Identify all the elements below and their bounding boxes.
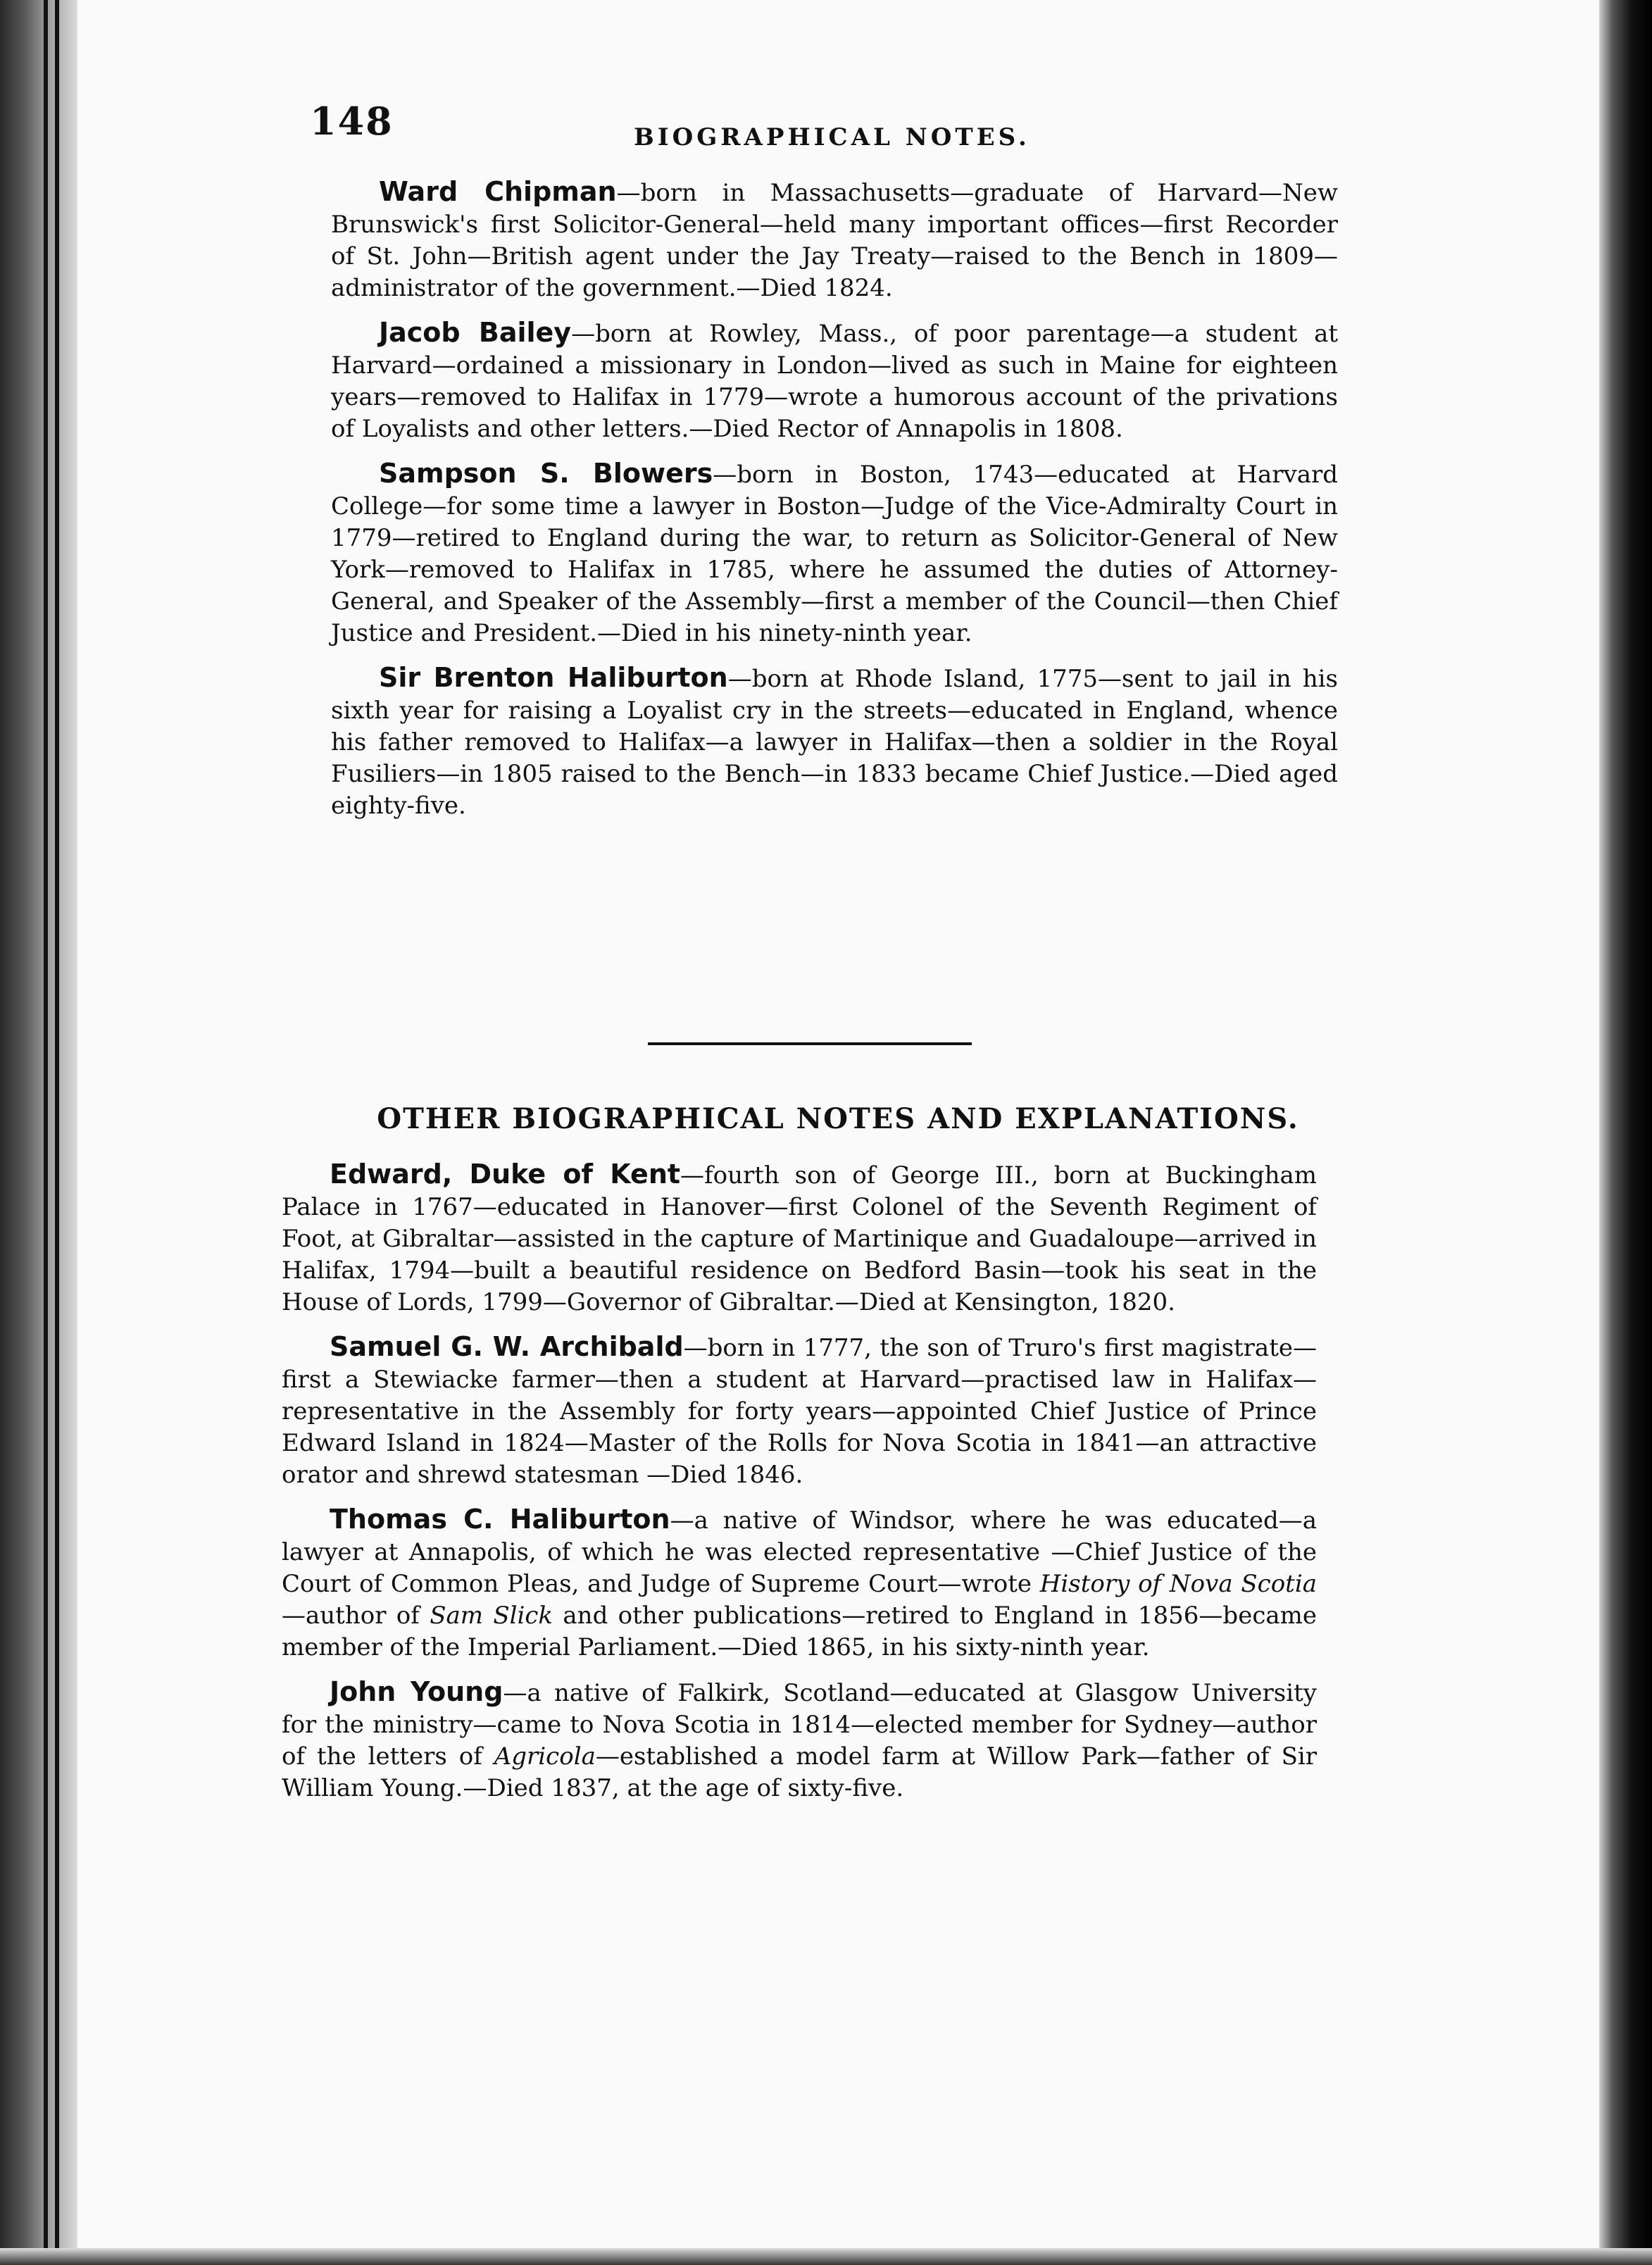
page-number: 148: [310, 99, 394, 144]
book-title: History of Nova Scotia: [1039, 1570, 1317, 1598]
entry-duke-of-kent: [282, 1159, 1317, 1318]
scan-edge-line: [44, 0, 48, 2265]
entry-text: —fourth son of George III., born at Buckingham Palace in 1767—educated in Hanover—first Colonel of the Seventh Regiment of Foot, at Gibraltar—assisted in the capture of Martinique and Guadaloupe—arrived in Halifax, 1794—built a beautiful residence on Bedford Basin—took his seat in the House of Lords, 1799—Governor of Gibraltar.—Died at Kensington, 1820.: [282, 1161, 1318, 1316]
entry-samuel-archibald: [282, 1331, 1317, 1491]
entry-name: Thomas C. Haliburton: [330, 1504, 670, 1535]
entry-text: —born in 1777, the son of Truro's first magistrate—first a Stewiacke farmer—then a student at Harvard—practised law in Halifax—representative in the Assembly for forty years—appointed Chief Justice of Prince Edward Island in 1824—Master of the Rolls for Nova Scotia in 1841—an attractive orator and shrewd statesman —Died 1846.: [282, 1334, 1317, 1489]
entry-name: John Young: [330, 1676, 503, 1707]
entry-text: —a native of Windsor, where he was educated—a lawyer at Annapolis, of which he was elected representative —Chief Justice of the Court of Common Pleas, and Judge of Supreme Court—wrote: [282, 1506, 1318, 1598]
entry-name: Jacob Bailey: [379, 317, 572, 348]
entry-name: Ward Chipman: [379, 176, 617, 207]
entry-thomas-haliburton: [282, 1504, 1317, 1664]
entry-text: —born in Boston, 1743—educated at Harvard College—for some time a lawyer in Boston—Judge of the Vice-Admiralty Court in 1779—retired to England during the war, to return as Solicitor-General of New York—removed to Halifax in 1785, where he assumed the duties of Attorney-General, and Speaker of the Assembly—first a member of the Council—then Chief Justice and President.—Died in his ninety-ninth year.: [331, 461, 1338, 647]
scan-right-edge: [1599, 0, 1652, 2265]
entry-text: —born in Massachusetts—graduate of Harvard—New Brunswick's first Solicitor-General—held many important offices—first Recorder of St. John—British agent under the Jay Treaty—raised to the Bench in 1809—administrator of the government.—Died 1824.: [331, 179, 1338, 302]
biographical-notes-section: [331, 176, 1338, 835]
section-divider: [648, 1042, 972, 1045]
other-notes-section: [282, 1159, 1317, 1817]
entry-name: Sampson S. Blowers: [379, 458, 713, 489]
scan-left-edge: [0, 0, 77, 2265]
entry-text: and other publications—retired to England in 1856—became member of the Imperial Parliament.—Died 1865, in his sixty-ninth year.: [282, 1602, 1317, 1661]
running-head: BIOGRAPHICAL NOTES.: [634, 123, 1030, 151]
entry-text: —author of: [282, 1602, 430, 1630]
book-title: Sam Slick: [430, 1602, 553, 1630]
scan-edge-line: [55, 0, 59, 2265]
entry-text: —born at Rhode Island, 1775—sent to jail in his sixth year for raising a Loyalist cry in the streets—educated in England, whence his father removed to Halifax—a lawyer in Halifax—then a soldier in the Royal Fusiliers—in 1805 raised to the Bench—in 1833 became Chief Justice.—Died aged eighty-five.: [331, 665, 1338, 820]
entry-name: Samuel G. W. Archibald: [330, 1331, 684, 1362]
entry-text: —established a model farm at Willow Park—father of Sir William Young.—Died 1837, at the age of sixty-five.: [282, 1742, 1317, 1802]
entry-ward-chipman: [331, 176, 1338, 304]
scan-bottom-edge: [0, 2248, 1652, 2265]
section-title: OTHER BIOGRAPHICAL NOTES AND EXPLANATIONS.: [377, 1102, 1299, 1135]
entry-name: Edward, Duke of Kent: [330, 1159, 681, 1190]
entry-text: —born at Rowley, Mass., of poor parentage—a student at Harvard—ordained a missionary in London—lived as such in Maine for eighteen years—removed to Halifax in 1779—wrote a humorous account of the privations of Loyalists and other letters.—Died Rector of Annapolis in 1808.: [331, 320, 1338, 443]
book-title: Agricola: [494, 1742, 596, 1771]
entry-jacob-bailey: [331, 317, 1338, 445]
entry-brenton-haliburton: [331, 662, 1338, 822]
entry-text: —a native of Falkirk, Scotland—educated at Glasgow University for the ministry—came to Nova Scotia in 1814—elected member for Sydney—author of the letters of: [282, 1679, 1317, 1771]
entry-john-young: [282, 1676, 1317, 1804]
entry-name: Sir Brenton Haliburton: [379, 662, 728, 693]
entry-sampson-blowers: [331, 458, 1338, 649]
